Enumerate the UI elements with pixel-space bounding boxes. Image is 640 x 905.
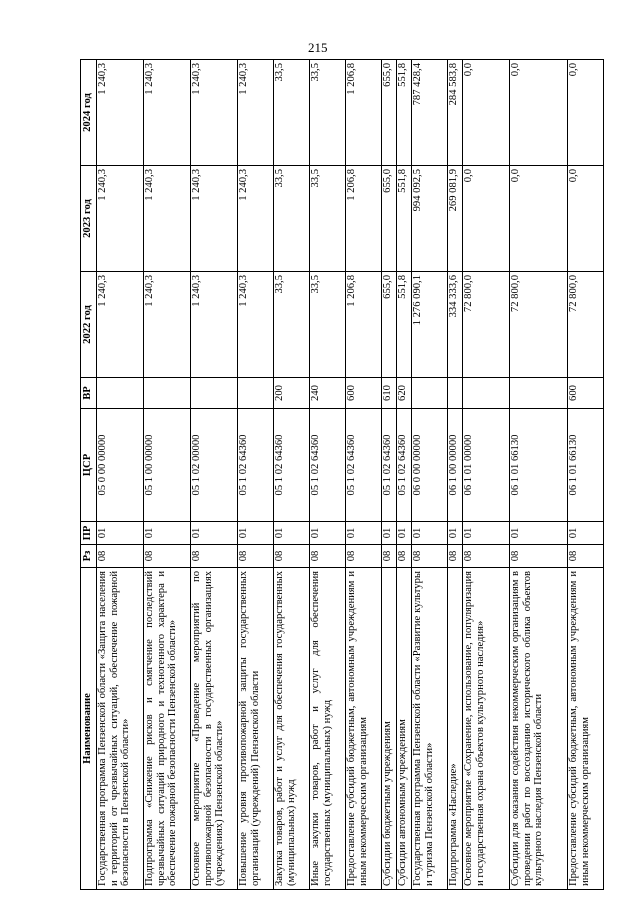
cell-pr: 01 xyxy=(463,522,510,545)
cell-pr: 01 xyxy=(97,522,144,545)
cell-pr: 01 xyxy=(510,522,568,545)
cell-name: Иные закупки товаров, работ и услуг для обеспечения государственных (муниципальных) нужд xyxy=(310,568,346,890)
table-row xyxy=(412,60,448,890)
table-row xyxy=(568,60,604,890)
cell-name: Основное мероприятие «Сохранение, использование, популяризация и государственная охрана объектов культурного наследия» xyxy=(463,568,510,890)
table-row xyxy=(191,60,238,890)
cell-2022: 72 800,0 xyxy=(510,272,568,378)
cell-name: Закупка товаров, работ и услуг для обеспечения государственных (муниципальных) нужд xyxy=(274,568,310,890)
cell-vr xyxy=(191,378,238,409)
cell-name: Государственная программа Пензенской области «Развитие культуры и туризма Пензенской области» xyxy=(412,568,448,890)
cell-pr: 01 xyxy=(382,522,397,545)
cell-csr: 05 1 02 64360 xyxy=(310,409,346,522)
cell-2024: 1 206,8 xyxy=(346,60,382,166)
cell-2024: 0,0 xyxy=(463,60,510,166)
cell-pr: 01 xyxy=(238,522,274,545)
cell-vr xyxy=(510,378,568,409)
cell-vr xyxy=(448,378,463,409)
cell-2024: 655,0 xyxy=(382,60,397,166)
table-row xyxy=(346,60,382,890)
cell-rz: 08 xyxy=(463,545,510,568)
cell-pr: 01 xyxy=(274,522,310,545)
cell-2022: 334 333,6 xyxy=(448,272,463,378)
table-row xyxy=(310,60,346,890)
cell-csr: 05 1 02 64360 xyxy=(238,409,274,522)
table-row xyxy=(510,60,568,890)
cell-2024: 0,0 xyxy=(510,60,568,166)
cell-csr: 06 1 00 00000 xyxy=(448,409,463,522)
cell-rz: 08 xyxy=(191,545,238,568)
cell-2022: 33,5 xyxy=(274,272,310,378)
cell-csr: 06 1 01 00000 xyxy=(463,409,510,522)
cell-name: Повышение уровня противопожарной защиты государственных организаций (учреждений) Пензенской области xyxy=(238,568,274,890)
cell-name: Субсидии для оказания содействия некоммерческим организациям в проведении работ по воссозданию исторического облика объектов культурного наследия Пензенской области xyxy=(510,568,568,890)
cell-name: Подпрограмма «Снижение рисков и смягчение последствий чрезвычайных ситуаций природного и техногенного характера и обеспечение пожарной безопасности Пензенской области» xyxy=(144,568,191,890)
cell-2024: 0,0 xyxy=(568,60,604,166)
cell-2023: 269 081,9 xyxy=(448,166,463,272)
cell-csr: 05 1 02 64360 xyxy=(382,409,397,522)
cell-2024: 33,5 xyxy=(274,60,310,166)
table-row xyxy=(144,60,191,890)
rotated-table-container xyxy=(80,60,591,890)
header-2024: 2024 год xyxy=(81,60,97,166)
table-row xyxy=(397,60,412,890)
cell-vr: 240 xyxy=(310,378,346,409)
cell-rz: 08 xyxy=(346,545,382,568)
header-csr: ЦСР xyxy=(81,409,97,522)
cell-2023: 0,0 xyxy=(463,166,510,272)
cell-pr: 01 xyxy=(397,522,412,545)
cell-2022: 72 800,0 xyxy=(568,272,604,378)
header-2022: 2022 год xyxy=(81,272,97,378)
cell-2022: 1 206,8 xyxy=(346,272,382,378)
cell-2023: 33,5 xyxy=(274,166,310,272)
cell-name: Подпрограмма «Наследие» xyxy=(448,568,463,890)
table-row xyxy=(274,60,310,890)
cell-2022: 72 800,0 xyxy=(463,272,510,378)
header-vr: ВР xyxy=(81,378,97,409)
cell-2024: 1 240,3 xyxy=(238,60,274,166)
cell-pr: 01 xyxy=(310,522,346,545)
cell-2023: 1 240,3 xyxy=(191,166,238,272)
cell-rz: 08 xyxy=(412,545,448,568)
header-2023: 2023 год xyxy=(81,166,97,272)
cell-2022: 1 240,3 xyxy=(238,272,274,378)
cell-name: Государственная программа Пензенской области «Защита населения и территорий от чрезвычайных ситуаций, обеспечение пожарной безопасности в Пензенской области» xyxy=(97,568,144,890)
cell-2023: 33,5 xyxy=(310,166,346,272)
table-row xyxy=(97,60,144,890)
header-rz: Рз xyxy=(81,545,97,568)
cell-pr: 01 xyxy=(448,522,463,545)
cell-2022: 1 240,3 xyxy=(191,272,238,378)
cell-rz: 08 xyxy=(510,545,568,568)
cell-name: Основное мероприятие «Проведение мероприятий по противопожарной безопасности в государственных организациях (учреждениях) Пензенской области» xyxy=(191,568,238,890)
cell-vr xyxy=(144,378,191,409)
cell-name: Предоставление субсидий бюджетным, автономным учреждениям и иным некоммерческим организациям xyxy=(568,568,604,890)
cell-vr xyxy=(412,378,448,409)
page-number: 215 xyxy=(308,40,328,55)
cell-2023: 551,8 xyxy=(397,166,412,272)
cell-2023: 1 206,8 xyxy=(346,166,382,272)
cell-2024: 1 240,3 xyxy=(144,60,191,166)
cell-pr: 01 xyxy=(412,522,448,545)
cell-2022: 551,8 xyxy=(397,272,412,378)
cell-2022: 655,0 xyxy=(382,272,397,378)
cell-2022: 33,5 xyxy=(310,272,346,378)
cell-vr xyxy=(97,378,144,409)
cell-name: Субсидии бюджетным учреждениям xyxy=(382,568,397,890)
cell-rz: 08 xyxy=(310,545,346,568)
cell-rz: 08 xyxy=(382,545,397,568)
cell-rz: 08 xyxy=(568,545,604,568)
cell-name: Предоставление субсидий бюджетным, автономным учреждениям и иным некоммерческим организациям xyxy=(346,568,382,890)
cell-vr xyxy=(463,378,510,409)
cell-pr: 01 xyxy=(568,522,604,545)
table-row xyxy=(463,60,510,890)
cell-rz: 08 xyxy=(448,545,463,568)
header-row xyxy=(81,60,97,890)
cell-2023: 655,0 xyxy=(382,166,397,272)
cell-2024: 787 428,4 xyxy=(412,60,448,166)
table-row xyxy=(448,60,463,890)
cell-2022: 1 240,3 xyxy=(144,272,191,378)
header-name: Наименование xyxy=(81,568,97,890)
cell-rz: 08 xyxy=(144,545,191,568)
header-pr: ПР xyxy=(81,522,97,545)
cell-vr: 620 xyxy=(397,378,412,409)
cell-2023: 994 092,5 xyxy=(412,166,448,272)
cell-csr: 06 0 00 00000 xyxy=(412,409,448,522)
cell-csr: 06 1 01 66130 xyxy=(568,409,604,522)
table-body xyxy=(97,60,604,890)
table-row xyxy=(238,60,274,890)
cell-rz: 08 xyxy=(274,545,310,568)
cell-2023: 0,0 xyxy=(568,166,604,272)
cell-2023: 1 240,3 xyxy=(238,166,274,272)
cell-name: Субсидии автономным учреждениям xyxy=(397,568,412,890)
cell-vr: 600 xyxy=(568,378,604,409)
cell-2022: 1 240,3 xyxy=(97,272,144,378)
cell-pr: 01 xyxy=(346,522,382,545)
cell-2023: 1 240,3 xyxy=(97,166,144,272)
cell-rz: 08 xyxy=(97,545,144,568)
cell-csr: 05 1 00 00000 xyxy=(144,409,191,522)
cell-pr: 01 xyxy=(191,522,238,545)
cell-2024: 284 583,8 xyxy=(448,60,463,166)
cell-2024: 551,8 xyxy=(397,60,412,166)
cell-pr: 01 xyxy=(144,522,191,545)
cell-csr: 05 0 00 00000 xyxy=(97,409,144,522)
cell-2023: 1 240,3 xyxy=(144,166,191,272)
cell-csr: 06 1 01 66130 xyxy=(510,409,568,522)
cell-2024: 1 240,3 xyxy=(191,60,238,166)
cell-rz: 08 xyxy=(397,545,412,568)
cell-csr: 05 1 02 64360 xyxy=(397,409,412,522)
cell-csr: 05 1 02 64360 xyxy=(274,409,310,522)
cell-vr: 200 xyxy=(274,378,310,409)
cell-csr: 05 1 02 64360 xyxy=(346,409,382,522)
table-row xyxy=(382,60,397,890)
cell-vr xyxy=(238,378,274,409)
budget-table xyxy=(80,59,604,890)
cell-2022: 1 276 090,1 xyxy=(412,272,448,378)
cell-rz: 08 xyxy=(238,545,274,568)
cell-vr: 610 xyxy=(382,378,397,409)
cell-2024: 33,5 xyxy=(310,60,346,166)
cell-2024: 1 240,3 xyxy=(97,60,144,166)
cell-2023: 0,0 xyxy=(510,166,568,272)
cell-vr: 600 xyxy=(346,378,382,409)
cell-csr: 05 1 02 00000 xyxy=(191,409,238,522)
